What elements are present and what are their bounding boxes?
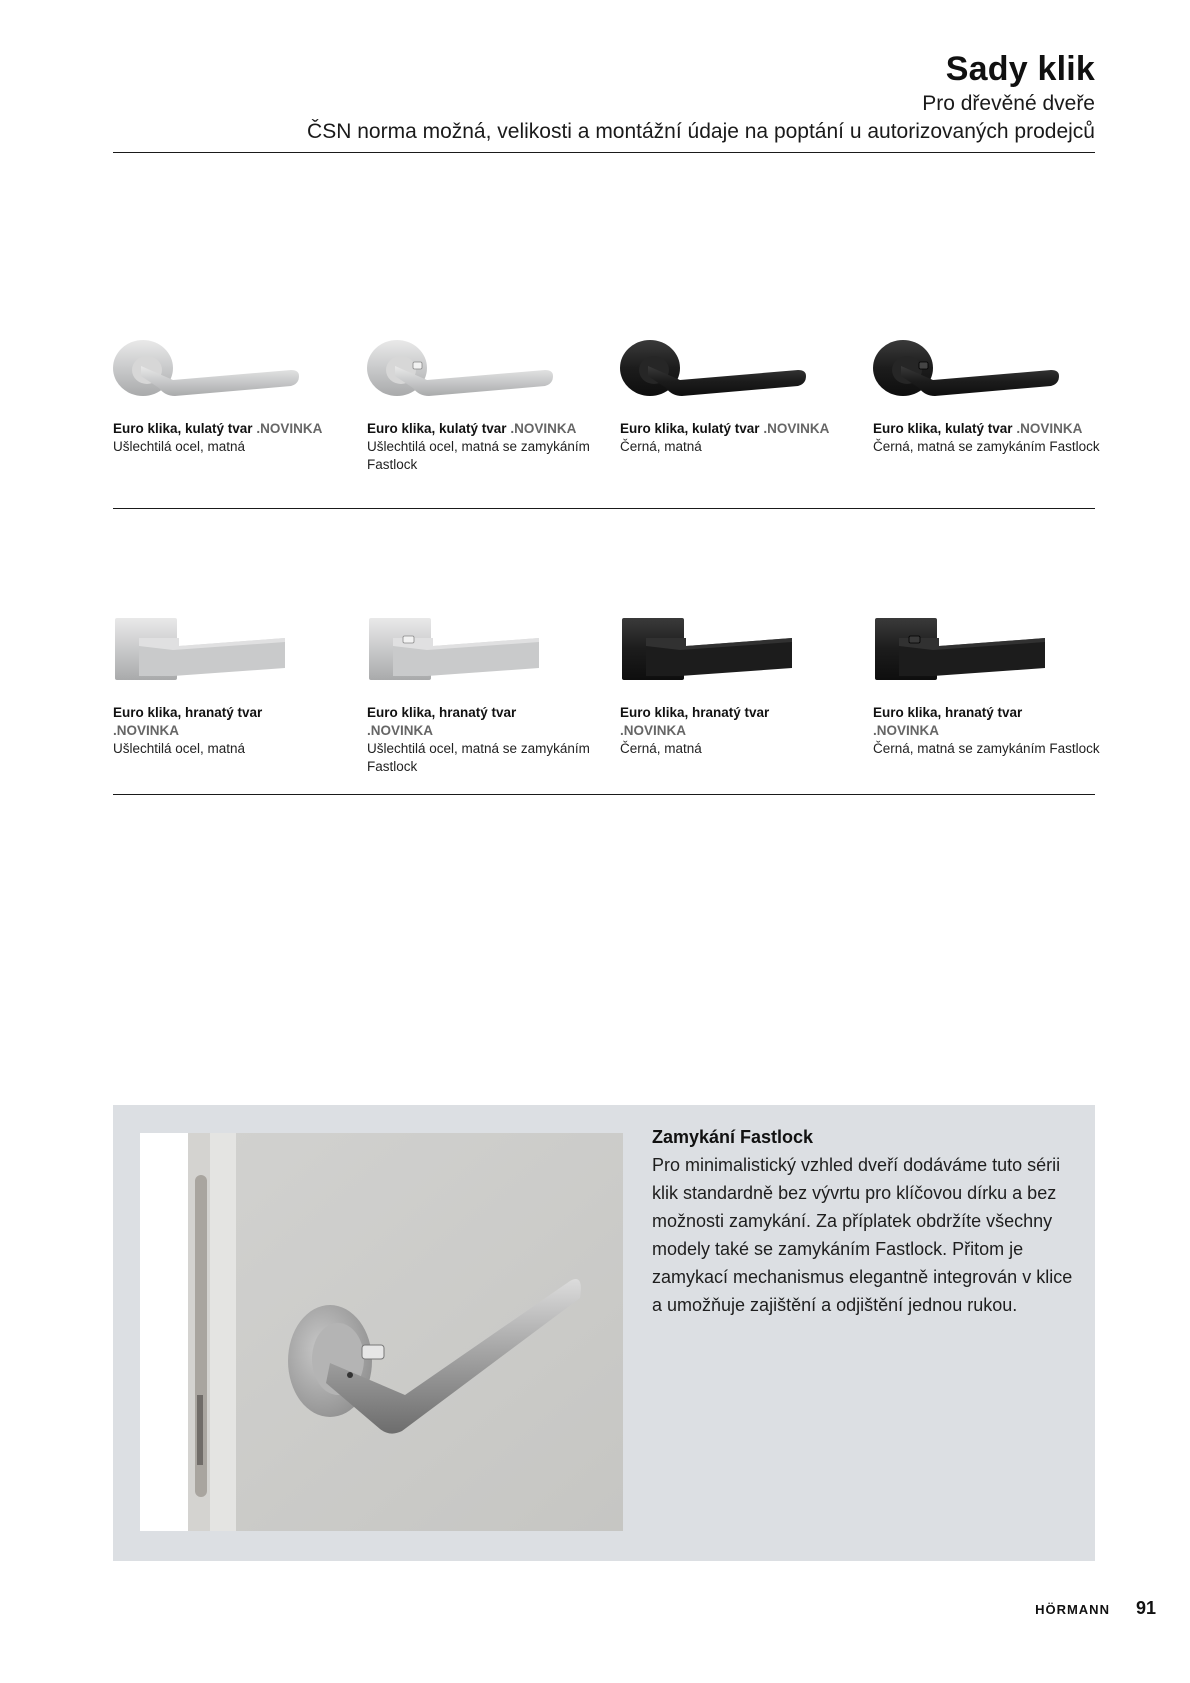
handle-round-black-fastlock-image — [873, 330, 1073, 410]
product-finish: Černá, matná — [620, 741, 702, 756]
product-finish: Ušlechtilá ocel, matná se zamykáním Fastlock — [367, 439, 590, 472]
product-name: Euro klika, kulatý tvar — [113, 421, 253, 436]
product-name: Euro klika, hranatý tvar — [873, 705, 1023, 720]
handle-square-black-image — [620, 608, 820, 688]
fastlock-line: a umožňuje zajištění a odjištění jednou rukou. — [652, 1295, 1018, 1315]
handle-round-steel-image — [113, 330, 313, 410]
novinka-badge: .NOVINKA — [510, 421, 577, 436]
fastlock-line: modely také se zamykáním Fastlock. Přitom je — [652, 1239, 1024, 1259]
fastlock-description — [652, 1123, 1082, 1319]
fastlock-line: Pro minimalistický vzhled dveří dodáváme tuto sérii — [652, 1155, 1061, 1175]
novinka-badge: .NOVINKA — [763, 421, 830, 436]
handle-round-black-image — [620, 330, 820, 410]
novinka-badge: .NOVINKA — [256, 421, 323, 436]
door-handle-photo — [140, 1133, 623, 1531]
header-divider — [113, 152, 1095, 153]
product-finish: Černá, matná — [620, 439, 702, 454]
handle-square-black-fastlock-image — [873, 608, 1073, 688]
product-name: Euro klika, hranatý tvar — [113, 705, 263, 720]
page-number: 91 — [1135, 1598, 1156, 1618]
fastlock-turn — [909, 636, 920, 643]
fastlock-turn — [413, 362, 422, 369]
page-header — [113, 48, 1095, 146]
fastlock-line: klik standardně bez vývrtu pro klíčovou dírku a bez — [652, 1183, 1057, 1203]
handle-square-steel-image — [113, 608, 313, 688]
handle-square-steel-fastlock-image — [367, 608, 567, 688]
product-name: Euro klika, hranatý tvar — [367, 705, 517, 720]
fastlock-heading: Zamykání Fastlock — [652, 1127, 814, 1147]
product-finish: Černá, matná se zamykáním Fastlock — [873, 741, 1100, 756]
page-title: Sady klik — [945, 50, 1095, 88]
fastlock-door-photo — [140, 1133, 623, 1531]
page-subtitle: Pro dřevěné dveře — [922, 92, 1095, 115]
product-finish: Ušlechtilá ocel, matná — [113, 439, 246, 454]
page-note: ČSN norma možná, velikosti a montážní údaje na poptání u autorizovaných prodejců — [307, 120, 1095, 143]
product-name: Euro klika, kulatý tvar — [367, 421, 507, 436]
fastlock-panel — [113, 1105, 1095, 1561]
brand-logo: HÖRMANN — [1035, 1602, 1110, 1617]
fastlock-line: zamykací mechanismus elegantně integrován v klice — [652, 1267, 1073, 1287]
page-footer — [1035, 1598, 1156, 1619]
row-divider — [113, 508, 1095, 509]
novinka-badge: .NOVINKA — [873, 723, 940, 738]
fastlock-turn — [403, 636, 414, 643]
product-finish: Černá, matná se zamykáním Fastlock — [873, 439, 1100, 454]
product-name: Euro klika, hranatý tvar — [620, 705, 770, 720]
product-name: Euro klika, kulatý tvar — [873, 421, 1013, 436]
handle-round-steel-fastlock-image — [367, 330, 567, 410]
novinka-badge: .NOVINKA — [620, 723, 687, 738]
row-divider — [113, 794, 1095, 795]
novinka-badge: .NOVINKA — [367, 723, 434, 738]
fastlock-line: možnosti zamykání. Za příplatek obdržíte všechny — [652, 1211, 1053, 1231]
fastlock-turn — [919, 362, 928, 369]
product-finish: Ušlechtilá ocel, matná se zamykáním Fastlock — [367, 741, 590, 774]
product-finish: Ušlechtilá ocel, matná — [113, 741, 246, 756]
product-name: Euro klika, kulatý tvar — [620, 421, 760, 436]
novinka-badge: .NOVINKA — [113, 723, 180, 738]
novinka-badge: .NOVINKA — [1016, 421, 1083, 436]
